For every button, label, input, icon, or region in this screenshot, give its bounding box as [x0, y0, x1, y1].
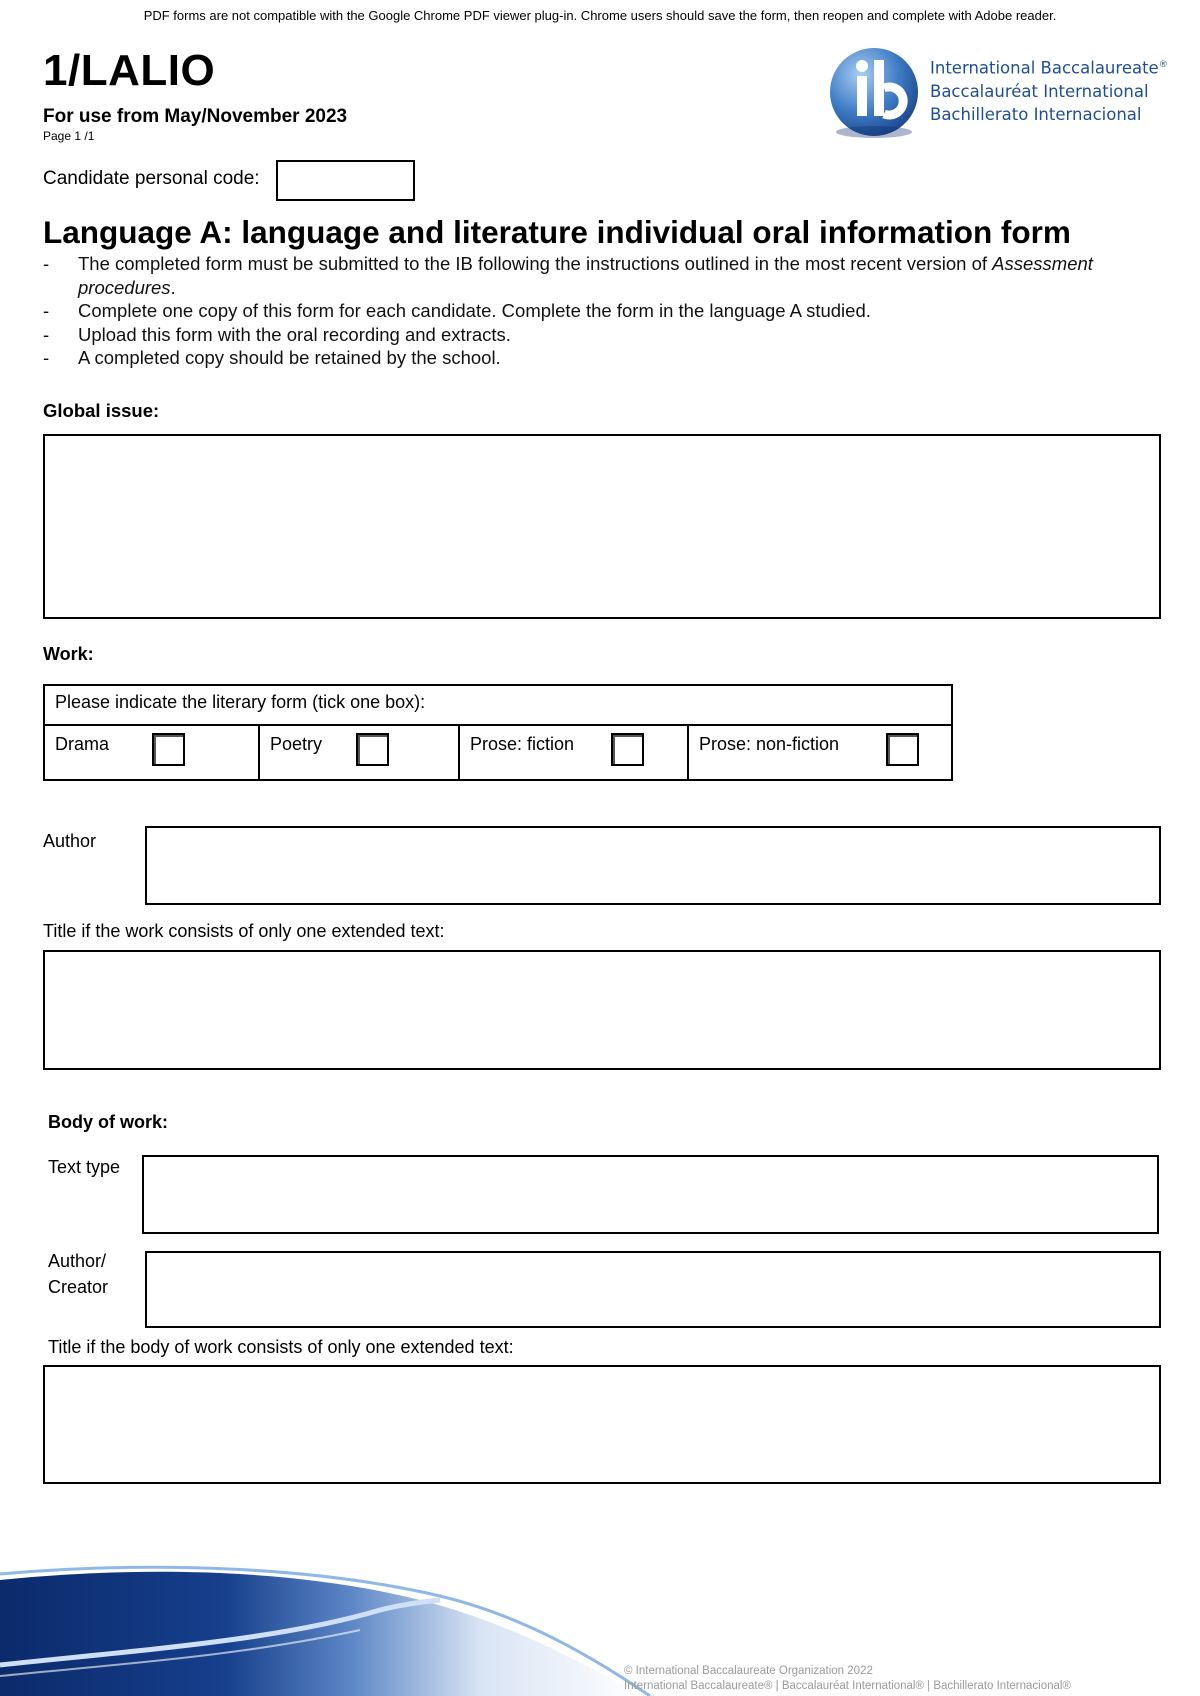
- logo-line-2: Baccalauréat International: [930, 81, 1149, 101]
- bullet: -: [43, 253, 50, 274]
- bow-title-input[interactable]: [43, 1365, 1161, 1484]
- text-type-label: Text type: [48, 1157, 121, 1177]
- footer-legal: [624, 1664, 1071, 1694]
- work-title-label: Title if the work consists of only one extended text:: [43, 921, 445, 941]
- instruction-text: Complete one copy of this form for each candidate. Complete the form in the language A studied.: [78, 300, 871, 321]
- ib-logo-text: [930, 54, 1168, 126]
- instruction-text: Upload this form with the oral recording and extracts.: [78, 323, 511, 345]
- bullet: -: [43, 347, 50, 368]
- work-author-label: Author: [43, 831, 97, 851]
- option-prose-nonfiction: [689, 726, 951, 779]
- bow-author-label-line-1: Author/: [48, 1251, 107, 1271]
- bullet: -: [43, 323, 50, 345]
- instruction-italic: Assessment procedures: [78, 253, 1093, 298]
- instruction-after: .: [170, 276, 176, 298]
- registered-mark: ®: [1158, 60, 1168, 70]
- bow-author-label: [48, 1248, 108, 1300]
- candidate-code-label: Candidate personal code:: [43, 168, 260, 189]
- instruction-item: [43, 323, 1158, 347]
- option-prose-fiction: [460, 726, 689, 779]
- prose-fiction-checkbox[interactable]: [611, 733, 644, 766]
- logo-line-3: Bachillerato Internacional: [930, 104, 1142, 124]
- form-title: Language A: language and literature individual oral information form: [43, 214, 1071, 250]
- instruction-item: [43, 346, 1158, 370]
- candidate-code-input[interactable]: [276, 160, 415, 201]
- option-poetry: [260, 726, 460, 779]
- footer-trademarks: International Baccalaureate® | Baccalauréat International® | Bachillerato Internacional®: [624, 1680, 1071, 1692]
- option-label: Prose: non-fiction: [699, 734, 840, 754]
- drama-checkbox[interactable]: [152, 733, 185, 766]
- global-issue-label: Global issue:: [43, 400, 160, 421]
- for-use-date: For use from May/November 2023: [43, 106, 348, 127]
- work-title-input[interactable]: [43, 950, 1161, 1070]
- global-issue-input[interactable]: [43, 434, 1161, 619]
- form-code: 1/LALIO: [43, 46, 216, 95]
- work-label: Work:: [43, 644, 94, 664]
- option-label: Drama: [55, 734, 110, 754]
- chrome-notice: PDF forms are not compatible with the Google Chrome PDF viewer plug-in. Chrome users should save the form, then reopen and complete with Adobe reader.: [143, 8, 1057, 23]
- option-label: Poetry: [270, 734, 323, 754]
- work-author-input[interactable]: [145, 826, 1161, 905]
- bow-title-label: Title if the body of work consists of only one extended text:: [48, 1337, 514, 1357]
- body-of-work-label: Body of work:: [48, 1112, 168, 1132]
- logo-line-1: International Baccalaureate: [930, 58, 1159, 78]
- literary-form-prompt: Please indicate the literary form (tick one box):: [45, 686, 951, 726]
- instruction-item: [43, 252, 1158, 299]
- instruction-text: The completed form must be submitted to the IB following the instructions outlined in the most recent version of: [78, 253, 993, 274]
- poetry-checkbox[interactable]: [356, 733, 389, 766]
- prose-nonfiction-checkbox[interactable]: [886, 733, 919, 766]
- bullet: -: [43, 300, 50, 321]
- footer-copyright: © International Baccalaureate Organization 2022: [624, 1665, 873, 1677]
- bow-author-label-line-2: Creator: [48, 1277, 109, 1297]
- literary-form-options: [45, 726, 951, 779]
- instructions-list: [43, 252, 1158, 370]
- literary-form-table: [43, 684, 953, 781]
- page-number: Page 1 /1: [43, 129, 95, 143]
- instruction-item: [43, 299, 1158, 323]
- bow-author-input[interactable]: [145, 1251, 1161, 1328]
- option-drama: [45, 726, 260, 779]
- instruction-text: A completed copy should be retained by the school.: [78, 347, 501, 368]
- text-type-input[interactable]: [142, 1155, 1159, 1234]
- option-label: Prose: fiction: [470, 734, 575, 754]
